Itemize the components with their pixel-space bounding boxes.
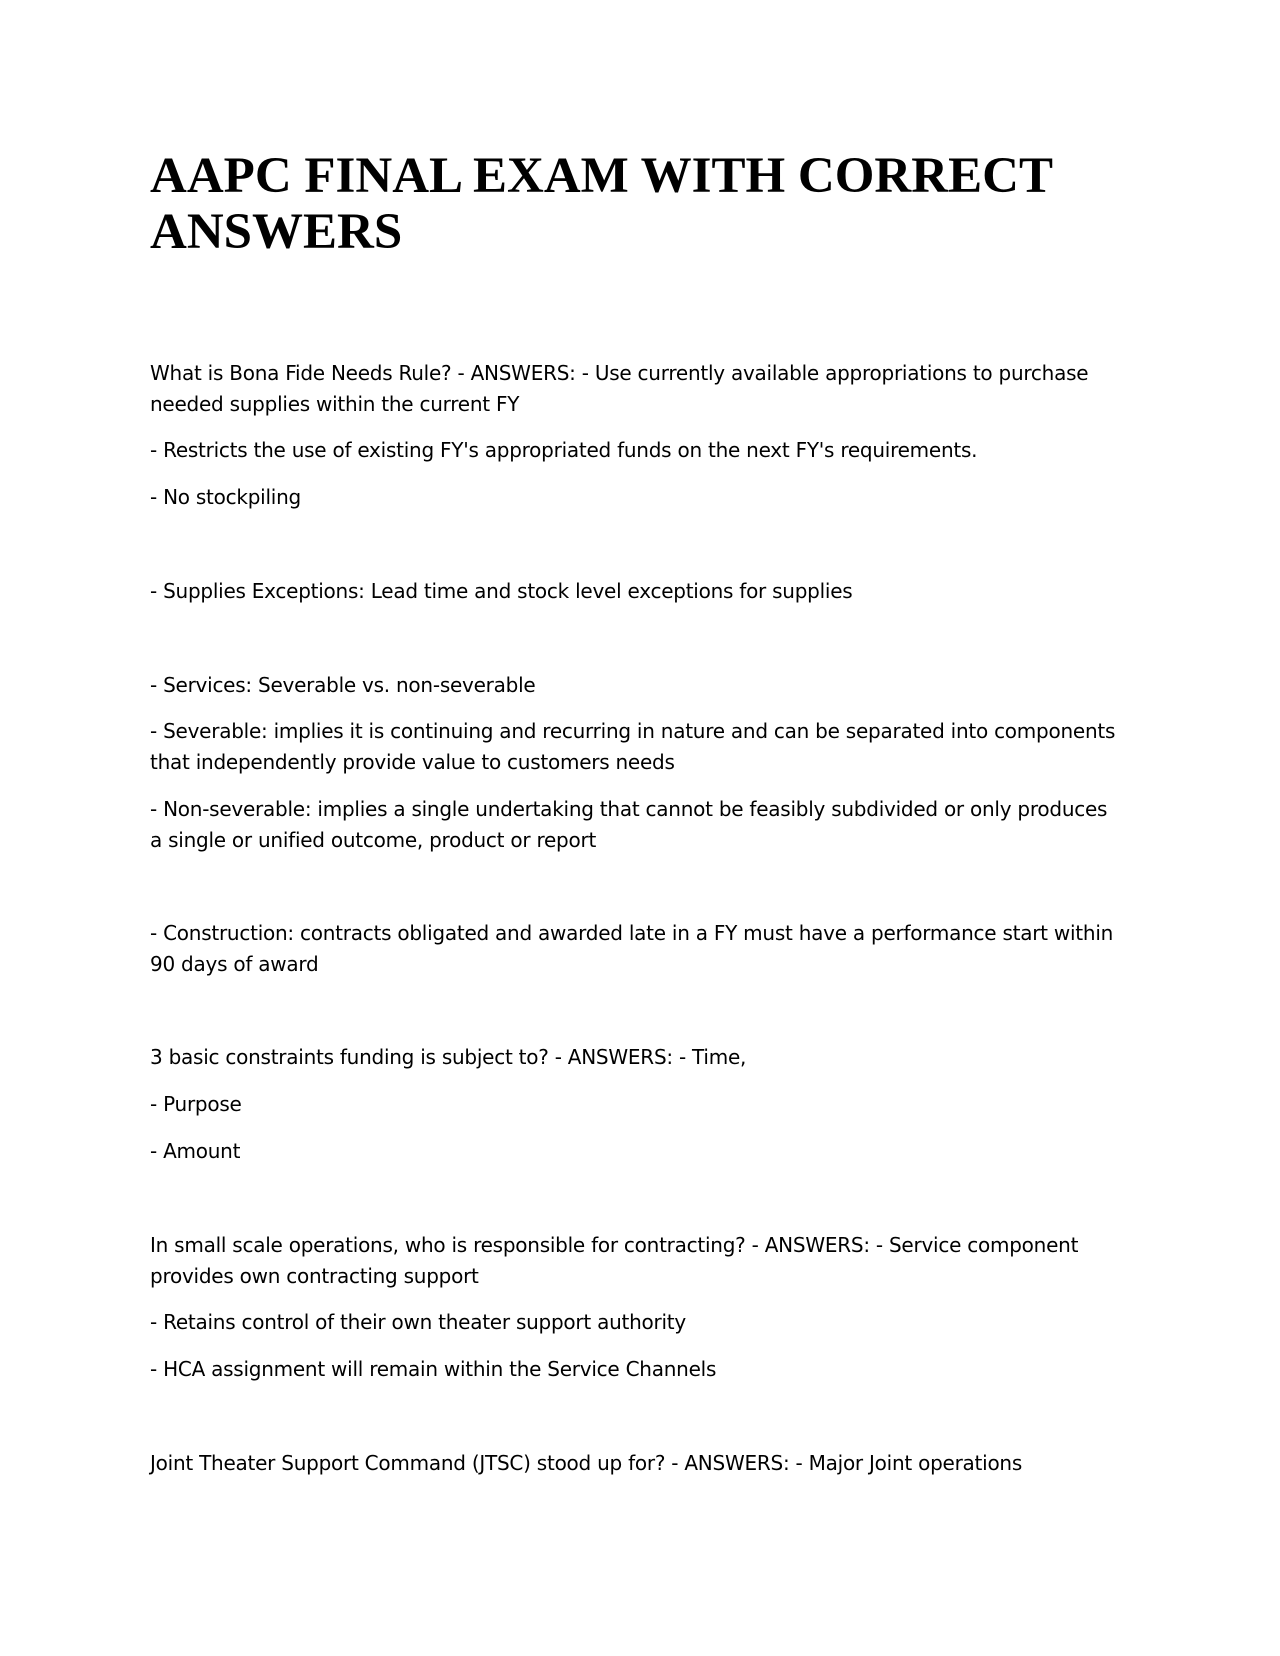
paragraph-construction: - Construction: contracts obligated and awarded late in a FY must have a performance start within 90 days of award [150,921,1114,976]
paragraph-hca-assignment: - HCA assignment will remain within the Service Channels [150,1357,717,1381]
paragraph-restricts-funds: - Restricts the use of existing FY's appropriated funds on the next FY's requirements. [150,438,978,462]
paragraph-no-stockpiling: - No stockpiling [150,485,301,509]
paragraph-small-scale-question: In small scale operations, who is responsible for contracting? - ANSWERS: - Service component provides own contracting support [150,1233,1079,1288]
paragraph-supplies-exceptions: - Supplies Exceptions: Lead time and stock level exceptions for supplies [150,579,853,603]
paragraph-non-severable: - Non-severable: implies a single undertaking that cannot be feasibly subdivided or only produces a single or unified outcome, product or report [150,797,1108,852]
paragraph-jtsc-question: Joint Theater Support Command (JTSC) stood up for? - ANSWERS: - Major Joint operations [150,1451,1023,1475]
document-title: AAPC FINAL EXAM WITH CORRECT ANSWERS [150,148,1053,260]
paragraph-severable: - Severable: implies it is continuing and recurring in nature and can be separated into components that independently provide value to customers needs [150,719,1116,774]
document-page [150,0,1130,1656]
paragraph-retains-control: - Retains control of their own theater support authority [150,1310,686,1334]
paragraph-amount: - Amount [150,1139,241,1163]
paragraph-purpose: - Purpose [150,1092,242,1116]
paragraph-services: - Services: Severable vs. non-severable [150,673,536,697]
paragraph-bona-fide-question: What is Bona Fide Needs Rule? - ANSWERS: - Use currently available appropriations to purchase needed supplies within the current FY [150,361,1089,416]
paragraph-constraints-question: 3 basic constraints funding is subject to? - ANSWERS: - Time, [150,1045,747,1069]
